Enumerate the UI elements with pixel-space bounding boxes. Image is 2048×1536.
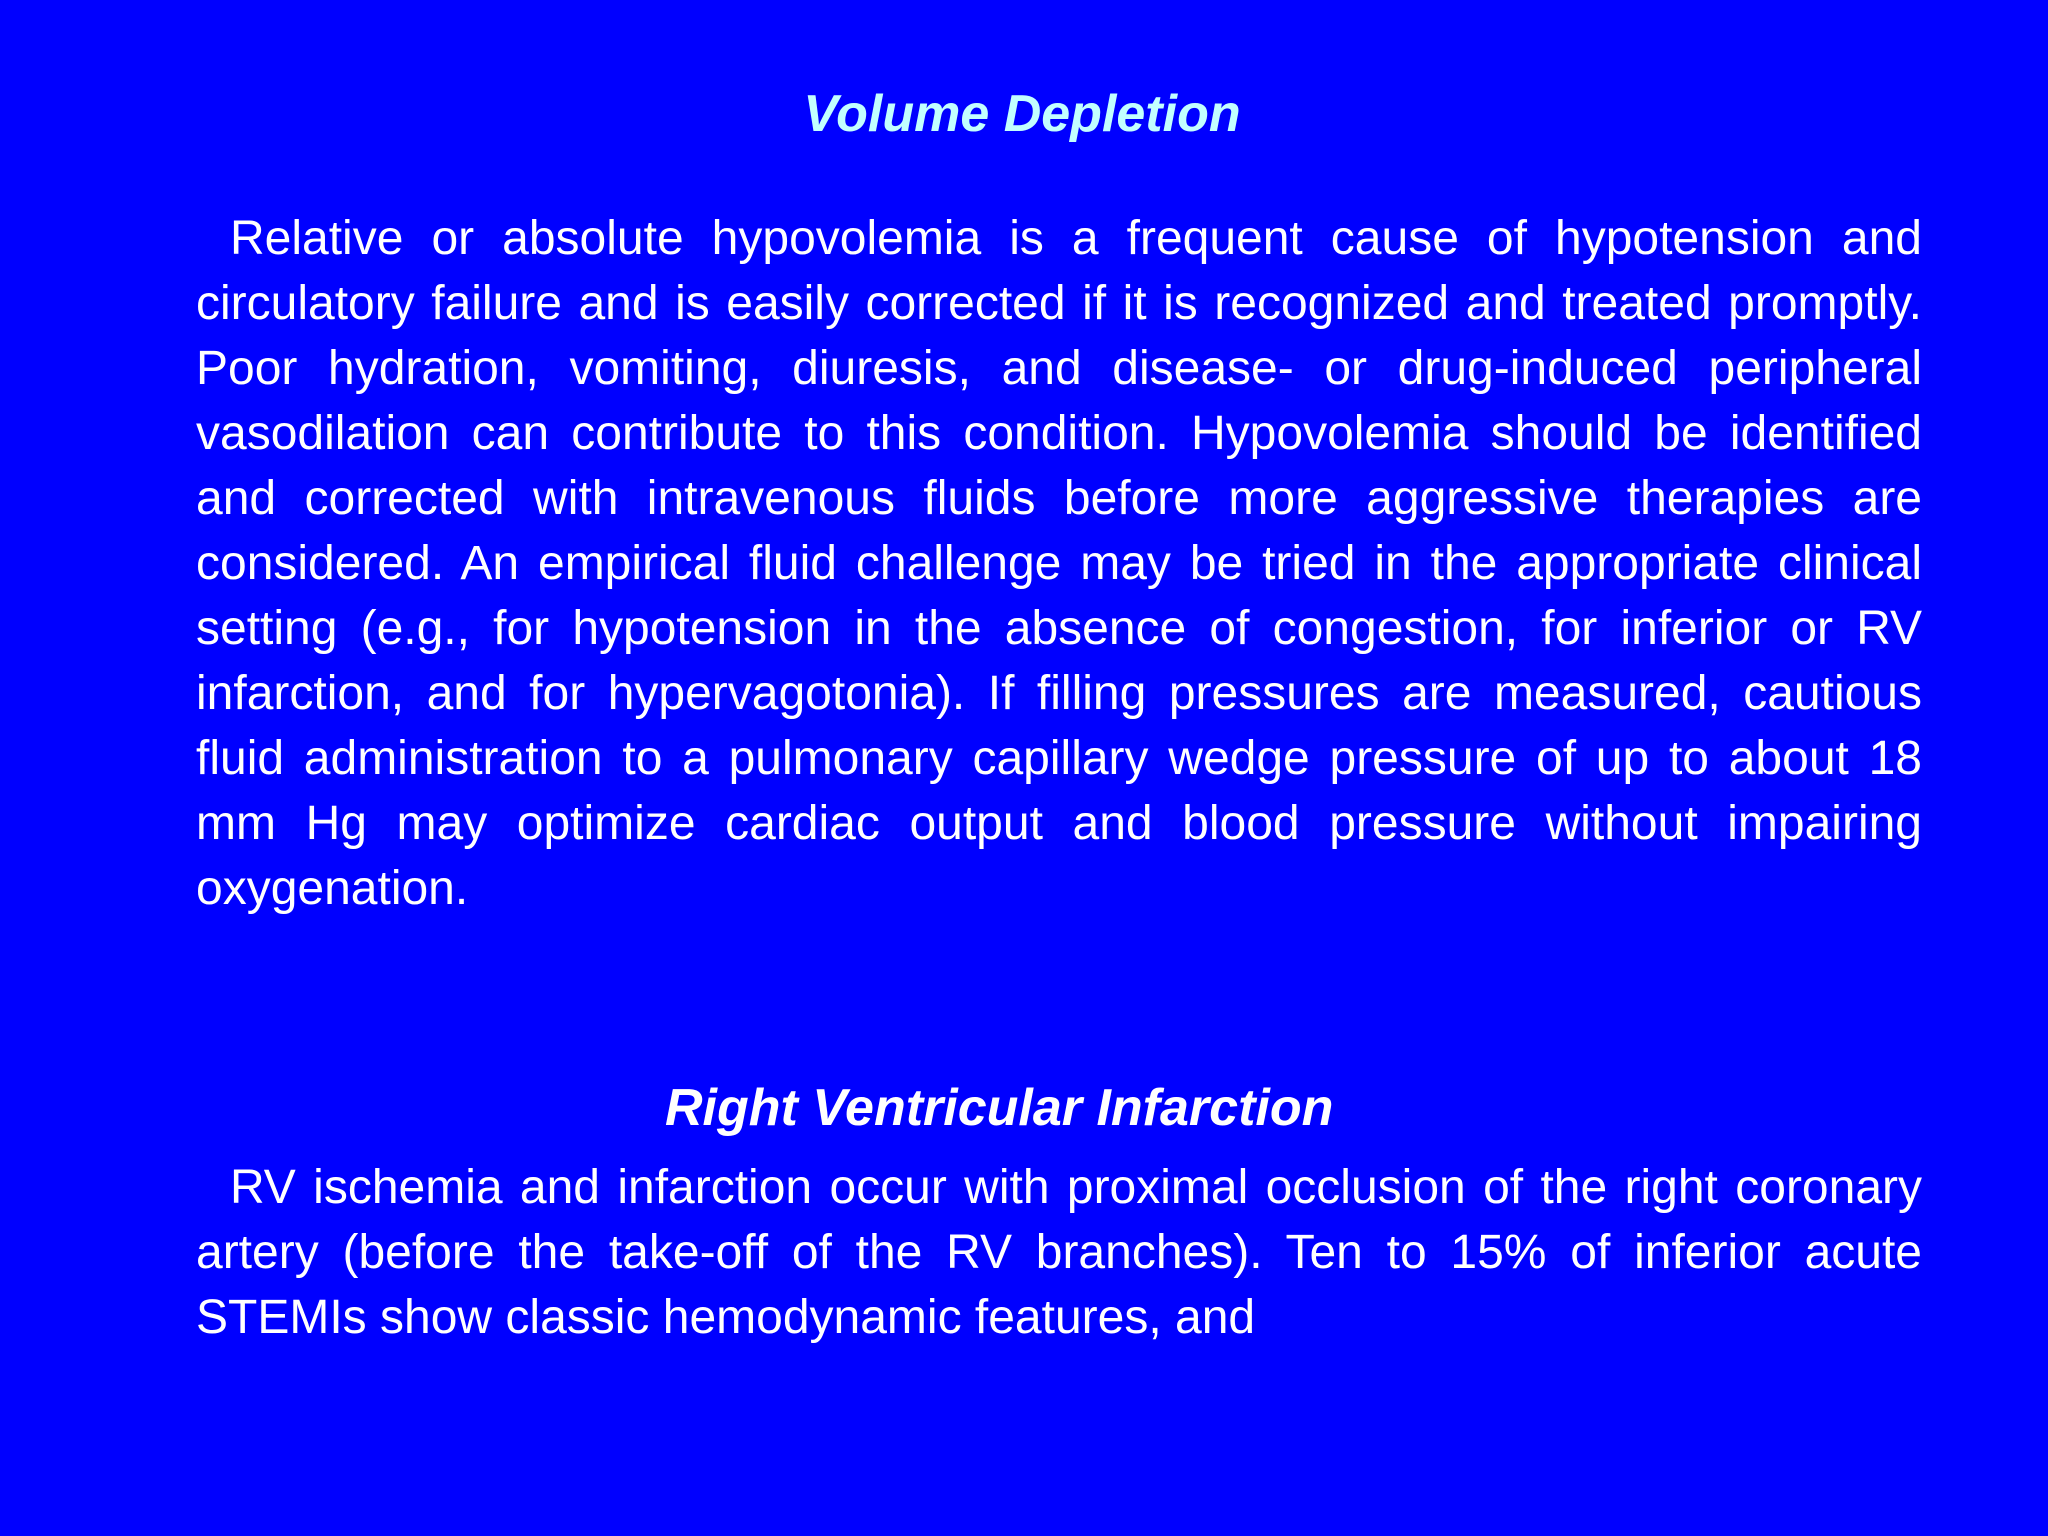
volume-depletion-paragraph: Relative or absolute hypovolemia is a frequent cause of hypotension and circulatory failure and is easily corrected if it is recognized and treated promptly. Poor hydration, vomiting, diuresis, and disease- or drug-induced peripheral vasodilation can contribute to this condition. Hypovolemia should be identified and corrected with intravenous fluids before more aggressive therapies are considered. An empirical fluid challenge may be tried in the appropriate clinical setting (e.g., for hypotension in the absence of congestion, for inferior or RV infarction, and for hypervagotonia). If filling pressures are measured, cautious fluid administration to a pulmonary capillary wedge pressure of up to about 18 mm Hg may optimize cardiac output and blood pressure without impairing oxygenation.: [196, 212, 1922, 915]
right-ventricular-infarction-heading: Right Ventricular Infarction: [665, 1079, 1334, 1137]
right-ventricular-infarction-paragraph: RV ischemia and infarction occur with proximal occlusion of the right coronary artery (before the take-off of the RV branches). Ten to 15% of inferior acute STEMIs show classic hemodynamic features, and: [196, 1161, 1922, 1344]
volume-depletion-heading: Volume Depletion: [803, 85, 1241, 143]
